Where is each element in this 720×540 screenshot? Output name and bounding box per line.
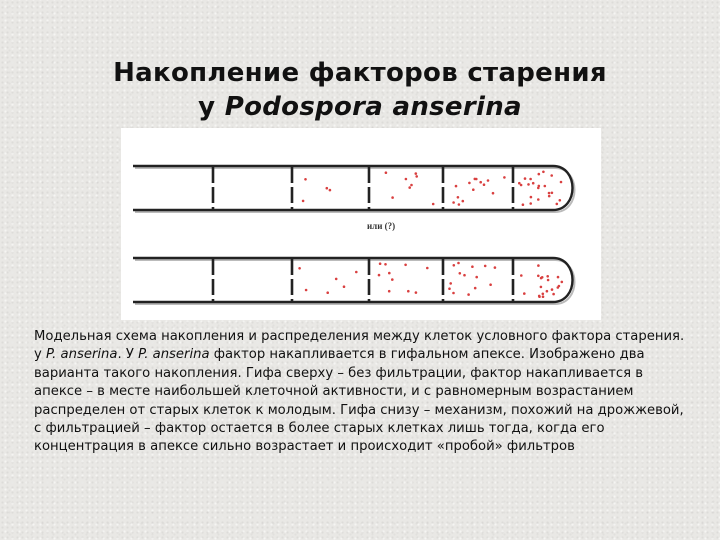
hypha-bottom-factor-dot xyxy=(449,282,452,285)
hypha-top-outline xyxy=(133,166,573,210)
hypha-top xyxy=(133,166,575,212)
title-species: Podospora anserina xyxy=(224,92,522,122)
hypha-top-factor-dot xyxy=(522,203,525,206)
hypha-bottom-factor-dot xyxy=(542,293,545,296)
hypha-bottom-factor-dot xyxy=(426,267,429,270)
hypha-bottom-factor-dot xyxy=(459,272,462,275)
hypha-bottom-factor-dot xyxy=(489,283,492,286)
hypha-top-factor-dot xyxy=(455,185,458,188)
middle-label: или (?) xyxy=(367,221,396,231)
hypha-bottom-factor-dot xyxy=(471,265,474,268)
hypha-top-factor-dot xyxy=(457,196,460,199)
hypha-bottom-factor-dot xyxy=(537,275,540,278)
caption-part-1: Модельная схема накопления и распределения между клеток условного фактора старения. у xyxy=(34,329,685,363)
hypha-bottom-factor-dot xyxy=(475,276,478,279)
hypha-top-factor-dot xyxy=(483,183,486,186)
hypha-top-factor-dot xyxy=(527,183,530,186)
hypha-bottom-factor-dot xyxy=(298,267,301,270)
hypha-top-factor-dot xyxy=(326,187,329,190)
hypha-bottom-factor-dot xyxy=(388,290,391,293)
hypha-top-factor-dot xyxy=(548,195,551,198)
hypha-top-factor-dot xyxy=(304,178,307,181)
hypha-top-factor-dot xyxy=(503,176,506,179)
hypha-bottom-factor-dot xyxy=(463,274,466,277)
hypha-bottom-factor-dot xyxy=(520,274,523,277)
hypha-bottom-factor-dot xyxy=(538,295,541,298)
hypha-bottom-factor-dot xyxy=(484,265,487,268)
hypha-top-factor-dot xyxy=(468,182,471,185)
hypha-top-factor-dot xyxy=(472,188,475,191)
hypha-top-factor-dot xyxy=(479,181,482,184)
hypha-bottom-factor-dot xyxy=(467,293,470,296)
hypha-bottom-factor-dot xyxy=(326,291,329,294)
hypha-top-factor-dot xyxy=(408,186,411,189)
hypha-top-factor-dot xyxy=(529,202,532,205)
hypha-bottom-factor-dot xyxy=(388,272,391,275)
hypha-top-factor-dot xyxy=(518,182,521,185)
hypha-bottom-factor-dot xyxy=(384,263,387,266)
hypha-top-factor-dot xyxy=(524,177,527,180)
hypha-bottom-factor-dot xyxy=(540,286,543,289)
hypha-bottom-factor-dot xyxy=(557,286,560,289)
hypha-top-factor-dot xyxy=(532,182,535,185)
hypha-top-factor-dot xyxy=(432,203,435,206)
hypha-bottom-outline xyxy=(133,258,573,302)
caption xyxy=(34,328,694,457)
hypha-bottom-factor-dot xyxy=(453,264,456,267)
hypha-bottom-factor-dot xyxy=(561,281,564,284)
hypha-bottom-factor-dot xyxy=(379,262,382,265)
hypha-diagram-svg xyxy=(121,128,601,320)
hypha-top-factor-dot xyxy=(559,199,562,202)
hypha-bottom-factor-dot xyxy=(537,264,540,267)
hypha-bottom-factor-dot xyxy=(546,290,549,293)
hypha-bottom-factor-dot xyxy=(552,293,555,296)
hypha-top-factor-dot xyxy=(548,192,551,195)
hypha-bottom-factor-dot xyxy=(407,290,410,293)
hypha-top-factor-dot xyxy=(415,175,418,178)
hypha-bottom-factor-dot xyxy=(494,266,497,269)
hypha-diagram xyxy=(121,128,601,320)
hypha-top-factor-dot xyxy=(415,172,418,175)
title-line-1: Накопление факторов старения xyxy=(113,58,607,88)
title-prefix: у xyxy=(198,92,225,122)
hypha-top-factor-dot xyxy=(475,178,478,181)
hypha-top-factor-dot xyxy=(560,181,563,184)
hypha-bottom-factor-dot xyxy=(335,278,338,281)
hypha-top-factor-dot xyxy=(537,198,540,201)
hypha-top-factor-dot xyxy=(556,203,559,206)
hypha-top-factor-dot xyxy=(410,184,413,187)
caption-species-2: P. anserina xyxy=(138,347,210,363)
hypha-top-factor-dot xyxy=(405,178,408,181)
hypha-top-factor-dot xyxy=(329,189,332,192)
caption-species-1: P. anserina xyxy=(46,347,118,363)
hypha-top-factor-dot xyxy=(538,173,541,176)
hypha-top-factor-dot xyxy=(542,171,545,174)
hypha-top-factor-dot xyxy=(462,200,465,203)
hypha-bottom-factor-dot xyxy=(448,287,451,290)
hypha-top-factor-dot xyxy=(391,196,394,199)
caption-part-3: фактор накапливается в гифальном апексе. Изображено два варианта такого накопления. Гифа сверху – без фильтрации, фактор накапливается в апексе – в месте наибольшей клеточной активности, и с равномерным возрастанием распределен от старых клеток к молодым. Гифа снизу – механизм, похожий на дрожжевой, с фильтрацией – фактор остается в более старых клетках лишь тогда, когда его концентрация в апексе сильно возрастает и происходит «пробой» фильтров xyxy=(34,347,684,455)
hypha-top-factor-dot xyxy=(452,201,455,204)
hypha-top-factor-dot xyxy=(302,200,305,203)
hypha-top-factor-dot xyxy=(529,178,532,181)
hypha-bottom-factor-dot xyxy=(474,287,477,290)
hypha-bottom xyxy=(133,258,575,304)
hypha-bottom-factor-dot xyxy=(415,291,418,294)
hypha-bottom-factor-dot xyxy=(551,288,554,291)
hypha-bottom-factor-dot xyxy=(546,275,549,278)
hypha-bottom-factor-dot xyxy=(404,264,407,267)
hypha-bottom-factor-dot xyxy=(452,292,455,295)
hypha-bottom-factor-dot xyxy=(391,278,394,281)
hypha-bottom-factor-dot xyxy=(523,292,526,295)
hypha-bottom-factor-dot xyxy=(378,274,381,277)
hypha-top-factor-dot xyxy=(385,171,388,174)
slide-title xyxy=(0,56,720,124)
hypha-top-factor-dot xyxy=(492,192,495,195)
title-line-2 xyxy=(0,90,720,124)
hypha-bottom-factor-dot xyxy=(557,276,560,279)
hypha-top-factor-dot xyxy=(550,174,553,177)
hypha-top-factor-dot xyxy=(538,185,541,188)
hypha-bottom-factor-dot xyxy=(547,279,550,282)
hypha-bottom-factor-dot xyxy=(542,295,545,298)
hypha-top-factor-dot xyxy=(530,196,533,199)
hypha-bottom-factor-dot xyxy=(305,289,308,292)
hypha-top-factor-dot xyxy=(544,185,547,188)
caption-part-2: . У xyxy=(117,347,139,363)
hypha-bottom-factor-dot xyxy=(540,277,543,280)
hypha-bottom-factor-dot xyxy=(457,262,460,265)
hypha-bottom-factor-dot xyxy=(355,271,358,274)
hypha-top-factor-dot xyxy=(458,203,461,206)
hypha-top-factor-dot xyxy=(487,179,490,182)
hypha-top-factor-dot xyxy=(551,192,554,195)
hypha-bottom-factor-dot xyxy=(343,285,346,288)
